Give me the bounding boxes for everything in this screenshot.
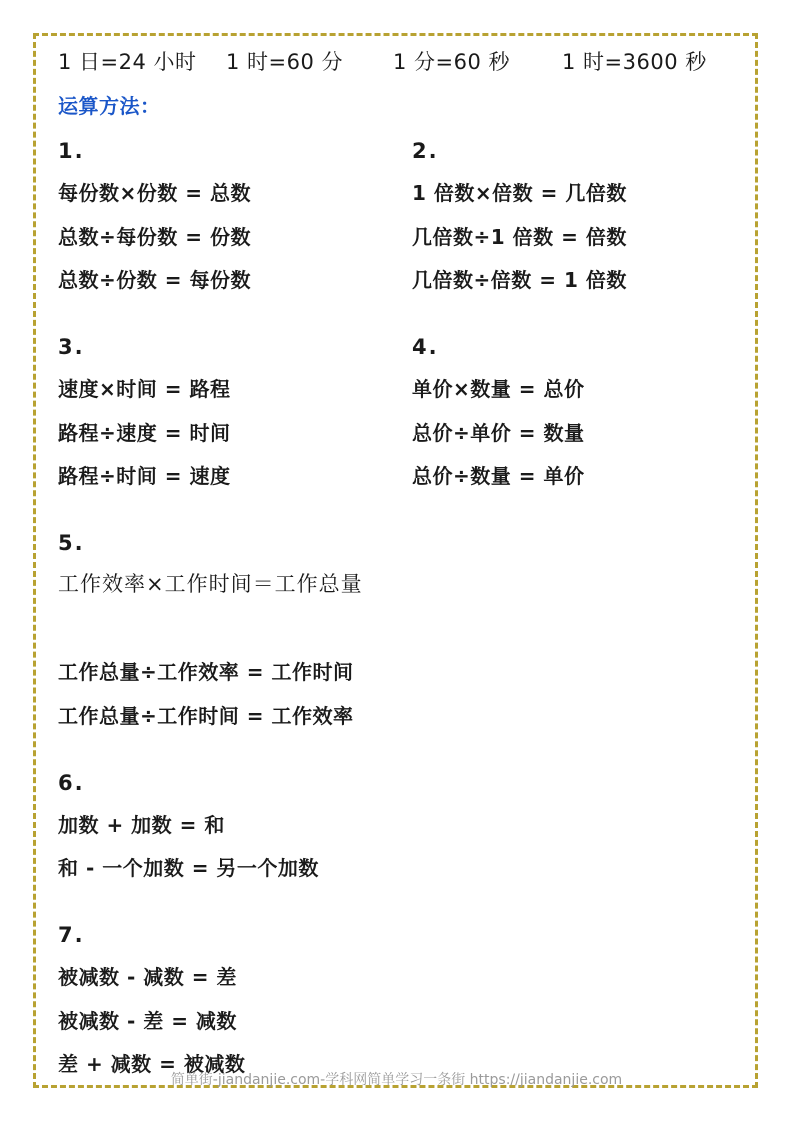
formula-line: 几倍数÷倍数 = 1 倍数	[412, 268, 627, 292]
formula-line: 和 - 一个加数 = 另一个加数	[58, 856, 319, 880]
formula-line: 总价÷数量 = 单价	[412, 464, 585, 488]
group-number: 5.	[58, 531, 85, 555]
formula-line: 总价÷单价 = 数量	[412, 421, 585, 445]
section-heading: 运算方法：	[58, 94, 161, 118]
group-number: 3.	[58, 335, 85, 359]
formula-line: 1 倍数×倍数 = 几倍数	[412, 181, 627, 205]
formula-line: 路程÷速度 = 时间	[58, 421, 231, 445]
formula-line: 速度×时间 = 路程	[58, 377, 231, 401]
formula-line: 单价×数量 = 总价	[412, 377, 585, 401]
formula-line: 总数÷份数 = 每份数	[58, 268, 251, 292]
formula-line: 被减数 - 减数 = 差	[58, 965, 237, 989]
formula-line: 路程÷时间 = 速度	[58, 464, 231, 488]
group-number: 4.	[412, 335, 439, 359]
formula-line: 几倍数÷1 倍数 = 倍数	[412, 225, 627, 249]
formula-line: 工作总量÷工作效率 = 工作时间	[58, 660, 354, 684]
formula-line: 总数÷每份数 = 份数	[58, 225, 251, 249]
formula-line: 加数 + 加数 = 和	[58, 813, 225, 837]
formula-line: 工作总量÷工作时间 = 工作效率	[58, 704, 354, 728]
group-number: 1.	[58, 139, 85, 163]
unit-hour: 1 时=60 分	[226, 50, 344, 74]
formula-line: 差 + 减数 = 被减数	[58, 1052, 246, 1076]
group-number: 7.	[58, 923, 85, 947]
formula-line: 被减数 - 差 = 减数	[58, 1009, 237, 1033]
formula-line: 工作效率×工作时间＝工作总量	[58, 572, 363, 596]
group-number: 6.	[58, 771, 85, 795]
unit-day: 1 日=24 小时	[58, 50, 197, 74]
formula-line: 每份数×份数 = 总数	[58, 181, 251, 205]
unit-hour-seconds: 1 时=3600 秒	[562, 50, 707, 74]
unit-minute: 1 分=60 秒	[393, 50, 511, 74]
watermark-footer: 简单街-jiandanjie.com-学科网简单学习一条街 https://jiandanjie.com	[170, 1072, 623, 1088]
group-number: 2.	[412, 139, 439, 163]
